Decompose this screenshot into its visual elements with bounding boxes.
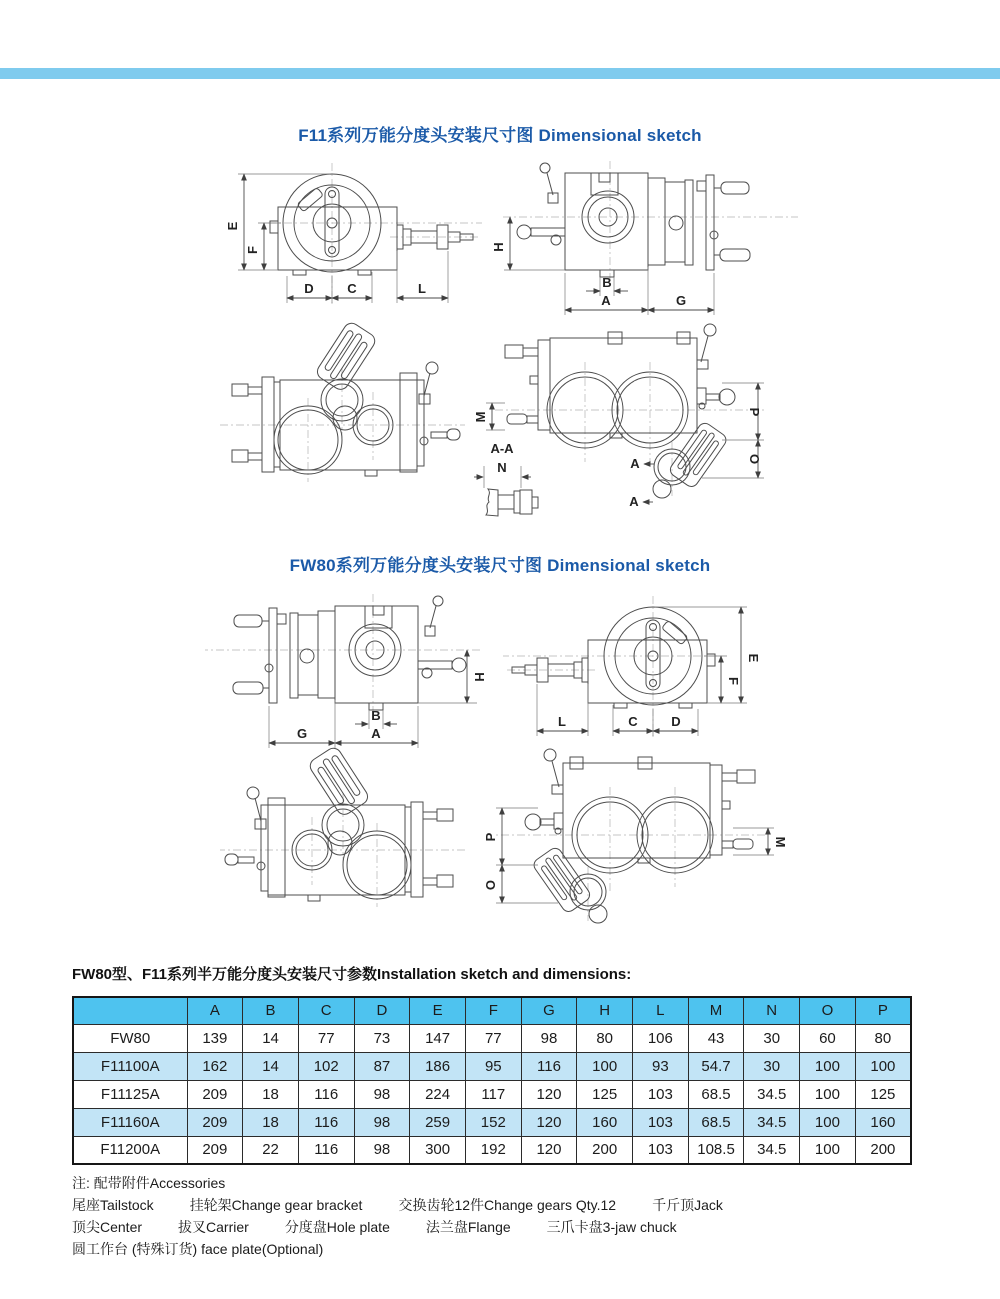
machine-art (495, 749, 765, 923)
dim-value-cell: 98 (354, 1080, 410, 1108)
notes-line-1: 注: 配带附件Accessories (72, 1175, 226, 1191)
dim-label-A: A (371, 726, 381, 741)
dim-value-cell: 98 (521, 1024, 577, 1052)
table-row-F11200A (73, 1136, 911, 1164)
dim-value-cell: 34.5 (744, 1108, 800, 1136)
note-phrase: 三爪卡盘3-jaw chuck (546, 1219, 677, 1235)
dim-value-cell: 209 (187, 1080, 243, 1108)
column-header-N: N (744, 997, 800, 1024)
f11-front-view-drawing (488, 155, 810, 323)
dim-value-cell: 120 (521, 1108, 577, 1136)
dim-label-P: P (483, 832, 498, 842)
dim-value-cell: 93 (633, 1052, 689, 1080)
dim-value-cell: 160 (855, 1108, 911, 1136)
column-header-H: H (577, 997, 633, 1024)
dim-value-cell: 14 (243, 1052, 299, 1080)
dim-label-H: H (491, 242, 506, 252)
dim-label-M: M (773, 836, 788, 848)
dim-value-cell: 77 (465, 1024, 521, 1052)
column-header-O: O (800, 997, 856, 1024)
dim-value-cell: 120 (521, 1136, 577, 1164)
model-column-header (73, 997, 187, 1024)
fw80-gear-side-drawing (480, 745, 790, 950)
dim-value-cell: 100 (577, 1052, 633, 1080)
dim-label-O: O (747, 453, 762, 465)
dim-label-F: F (726, 677, 741, 685)
column-header-D: D (354, 997, 410, 1024)
dim-value-cell: 18 (243, 1108, 299, 1136)
dim-value-cell: 80 (577, 1024, 633, 1052)
dim-label-L: L (418, 281, 426, 296)
note-phrase: 拔叉Carrier (178, 1219, 249, 1235)
column-header-E: E (410, 997, 466, 1024)
dim-value-cell: 68.5 (688, 1108, 744, 1136)
dim-value-cell: 80 (855, 1024, 911, 1052)
dim-value-cell: 147 (410, 1024, 466, 1052)
machine-art (268, 163, 482, 305)
dim-value-cell: 73 (354, 1024, 410, 1052)
f11-gear-side-drawing (470, 320, 780, 532)
dim-value-cell: 60 (800, 1024, 856, 1052)
column-header-G: G (521, 997, 577, 1024)
dim-label-B: B (602, 275, 612, 290)
note-phrase: 尾座Tailstock (72, 1197, 154, 1213)
note-phrase: 法兰盘Flange (425, 1219, 511, 1235)
dim-value-cell: 18 (243, 1080, 299, 1108)
page-header-bar (0, 68, 1000, 79)
table-body (73, 1024, 911, 1164)
dim-value-cell: 186 (410, 1052, 466, 1080)
table-row-FW80 (73, 1024, 911, 1052)
dim-label-C: C (347, 281, 357, 296)
dim-label-B: B (371, 708, 381, 723)
note-phrase: 交换齿轮12件Change gears Qty.12 (398, 1197, 617, 1213)
dim-label-P: P (747, 407, 762, 417)
dim-value-cell: 116 (298, 1108, 354, 1136)
column-header-P: P (855, 997, 911, 1024)
dim-value-cell: 100 (855, 1052, 911, 1080)
dim-value-cell: 120 (521, 1080, 577, 1108)
column-header-L: L (633, 997, 689, 1024)
model-cell: FW80 (73, 1024, 187, 1052)
dim-value-cell: 200 (577, 1136, 633, 1164)
dimensions-table (72, 996, 912, 1165)
machine-art (495, 324, 765, 498)
section-arrow-label-A2: A (629, 494, 639, 509)
dim-label-H: H (472, 672, 487, 682)
dim-value-cell: 100 (800, 1108, 856, 1136)
dim-label-D: D (304, 281, 314, 296)
dim-label-O: O (483, 879, 498, 891)
note-phrase: 分度盘Hole plate (284, 1219, 390, 1235)
note-phrase: 顶尖Center (72, 1219, 143, 1235)
dim-value-cell: 68.5 (688, 1080, 744, 1108)
note-phrase: 千斤顶Jack (652, 1197, 723, 1213)
dim-value-cell: 160 (577, 1108, 633, 1136)
dim-value-cell: 108.5 (688, 1136, 744, 1164)
dim-value-cell: 103 (633, 1080, 689, 1108)
table-header (73, 997, 911, 1024)
dim-value-cell: 100 (800, 1136, 856, 1164)
dim-value-cell: 125 (577, 1080, 633, 1108)
dim-value-cell: 209 (187, 1108, 243, 1136)
dim-label-E: E (225, 221, 240, 231)
dim-value-cell: 103 (633, 1108, 689, 1136)
model-cell: F11160A (73, 1108, 187, 1136)
dim-value-cell: 192 (465, 1136, 521, 1164)
table-row-F11160A (73, 1108, 911, 1136)
model-cell: F11125A (73, 1080, 187, 1108)
dim-value-cell: 106 (633, 1024, 689, 1052)
dim-value-cell: 117 (465, 1080, 521, 1108)
table-row-F11100A (73, 1052, 911, 1080)
dim-value-cell: 116 (298, 1080, 354, 1108)
model-cell: F11100A (73, 1052, 187, 1080)
dim-label-M: M (473, 411, 488, 423)
dim-value-cell: 95 (465, 1052, 521, 1080)
dim-value-cell: 22 (243, 1136, 299, 1164)
column-header-A: A (187, 997, 243, 1024)
fw80-section-title: FW80系列万能分度头安装尺寸图 Dimensional sketch (289, 556, 711, 575)
notes-line-4: 圆工作台 (特殊订货) face plate(Optional) (72, 1241, 324, 1257)
machine-art (205, 594, 480, 718)
dim-value-cell: 54.7 (688, 1052, 744, 1080)
f11-section-title: F11系列万能分度头安装尺寸图 Dimensional sketch (298, 126, 702, 145)
f11-rear-view-drawing (200, 320, 480, 520)
dim-label-D: D (671, 714, 681, 729)
column-header-B: B (243, 997, 299, 1024)
dim-value-cell: 102 (298, 1052, 354, 1080)
dim-value-cell: 30 (744, 1052, 800, 1080)
dim-value-cell: 34.5 (744, 1080, 800, 1108)
dim-value-cell: 209 (187, 1136, 243, 1164)
dim-value-cell: 30 (744, 1024, 800, 1052)
dim-value-cell: 116 (521, 1052, 577, 1080)
machine-art (503, 596, 717, 738)
dim-label-E: E (746, 653, 761, 663)
dim-value-cell: 98 (354, 1136, 410, 1164)
dim-value-cell: 300 (410, 1136, 466, 1164)
fw80-front-view-drawing (205, 588, 495, 756)
dim-label-G: G (296, 726, 308, 741)
column-header-M: M (688, 997, 744, 1024)
model-cell: F11200A (73, 1136, 187, 1164)
table-caption: FW80型、F11系列半万能分度头安装尺寸参数Installation sketch and dimensions: (72, 966, 632, 983)
notes-line-3 (72, 1216, 759, 1238)
dim-value-cell: 224 (410, 1080, 466, 1108)
dim-value-cell: 100 (800, 1052, 856, 1080)
dim-value-cell: 98 (354, 1108, 410, 1136)
dim-value-cell: 152 (465, 1108, 521, 1136)
machine-art (220, 745, 465, 907)
dim-label-L: L (558, 714, 566, 729)
fw80-rear-view-drawing (205, 745, 485, 945)
machine-art (503, 161, 798, 285)
column-header-F: F (465, 997, 521, 1024)
dim-value-cell: 34.5 (744, 1136, 800, 1164)
notes-line-2 (72, 1194, 759, 1216)
note-phrase: 挂轮架Change gear bracket (189, 1197, 363, 1213)
dim-value-cell: 116 (298, 1136, 354, 1164)
dim-value-cell: 77 (298, 1024, 354, 1052)
dim-value-cell: 103 (633, 1136, 689, 1164)
dim-label-C: C (628, 714, 638, 729)
dim-value-cell: 125 (855, 1080, 911, 1108)
dim-value-cell: 43 (688, 1024, 744, 1052)
dim-value-cell: 14 (243, 1024, 299, 1052)
dim-value-cell: 200 (855, 1136, 911, 1164)
dim-value-cell: 139 (187, 1024, 243, 1052)
f11-side-view-drawing (180, 155, 500, 325)
machine-art (220, 320, 465, 482)
dim-value-cell: 100 (800, 1080, 856, 1108)
table-row-F11125A (73, 1080, 911, 1108)
dim-label-F: F (245, 246, 260, 254)
dim-value-cell: 162 (187, 1052, 243, 1080)
column-header-C: C (298, 997, 354, 1024)
dim-label-N: N (497, 460, 507, 475)
fw80-side-view-drawing (485, 588, 805, 758)
accessories-notes (72, 1172, 759, 1260)
section-label-AA: A-A (490, 441, 514, 456)
table-header-row (73, 997, 911, 1024)
dim-label-G: G (675, 293, 687, 308)
dim-value-cell: 259 (410, 1108, 466, 1136)
dim-label-A: A (601, 293, 611, 308)
section-arrow-label-A1: A (630, 456, 640, 471)
dim-value-cell: 87 (354, 1052, 410, 1080)
